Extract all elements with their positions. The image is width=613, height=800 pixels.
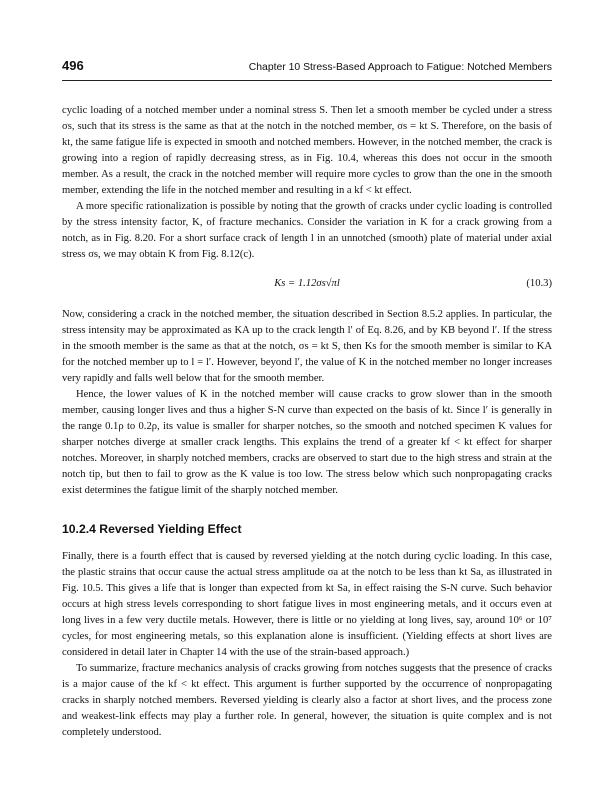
running-title: Chapter 10 Stress-Based Approach to Fatigue: Notched Members	[248, 62, 552, 73]
section-heading: 10.2.4 Reversed Yielding Effect	[62, 522, 242, 536]
paragraph: Now, considering a crack in the notched member, the situation described in Section 8.5.2 applies. In particular, the stress intensity may be approximated as KA up to the crack length l′ of Eq. 8.26, and by KB beyond l′. If the stress in the smooth member is the same as that at the notch, σs = kt S, then Ks for the smooth member is similar to KA for the notched member up to l = l′. However, beyond l′, the value of K in the notched member no longer increases very rapidly and falls well below that for the smooth member.	[62, 309, 552, 384]
equation-10-3	[62, 273, 552, 295]
equation-number: (10.3)	[526, 278, 552, 289]
paragraph: cyclic loading of a notched member under a nominal stress S. Then let a smooth member be cycled under a stress σs, such that its stress is the same as that at the notch in the notched member, σs = kt S. Therefore, on the basis of kt, the same fatigue life is expected in smooth and notched members. However, in the notched member, the crack is growing into a region of rapidly decreasing stress, as in Fig. 10.4, whereas this does not occur in the smooth member. As a result, the crack in the notched member will require more cycles to grow than the one in the smooth member, extending the life in the notched member and resulting in a kf < kt effect.	[62, 105, 552, 196]
page-number: 496	[62, 58, 84, 73]
paragraph: Finally, there is a fourth effect that is caused by reversed yielding at the notch during cyclic loading. In this case, the plastic strains that occur cause the actual stress amplitude σa at the notch to be less than kt Sa, as illustrated in Fig. 10.5. This gives a life that is longer than expected from kt Sa, in effect raising the S-N curve. Such behavior occurs at high stress levels corresponding to short fatigue lives in most engineering metals, and it occurs even at long lives in a few very ductile metals. However, there is little or no yielding at long lives, say, around 10⁶ or 10⁷ cycles, for most engineering metals, so this explanation alone is insufficient. (Yielding effects at short lives are considered in detail later in Chapter 14 with the use of the strain-based approach.)	[62, 551, 552, 658]
page	[62, 58, 552, 741]
paragraph: A more specific rationalization is possible by noting that the growth of cracks under cyclic loading is controlled by the stress intensity factor, K, of fracture mechanics. Consider the variation in K for a crack growing from a notch, as in Fig. 8.20. For a short surface crack of length l in an unnotched (smooth) plate of material under axial stress σs, we may obtain K from Fig. 8.12(c).	[62, 201, 552, 260]
body-text	[62, 103, 552, 741]
running-header	[62, 58, 552, 81]
equation-expression: Ks = 1.12σs√πl	[274, 278, 340, 289]
paragraph: Hence, the lower values of K in the notched member will cause cracks to grow slower than in the smooth member, causing longer lives and thus a higher S-N curve than expected on the basis of kt. Since l′ is generally in the range 0.1ρ to 0.2ρ, its value is smaller for sharper notches, so the smooth and notched specimen K values for sharper notches diverge at smaller crack lengths. This explains the trend of a greater kf < kt effect for sharper notches. Moreover, in sharply notched members, cracks are observed to start due to the high stress and strain at the notch tip, but then to fail to grow as the K value is too low. The stress below which such nonpropagating cracks exist determines the fatigue limit of the sharply notched member.	[62, 389, 552, 496]
paragraph: To summarize, fracture mechanics analysis of cracks growing from notches suggests that the presence of cracks is a major cause of the kf < kt effect. This argument is further supported by the occurrence of nonpropagating cracks in sharply notched members. Reversed yielding is clearly also a factor at short lives, and the process zone and weakest-link effects may play a further role. In general, however, the situation is quite complex and is not completely understood.	[62, 663, 552, 738]
